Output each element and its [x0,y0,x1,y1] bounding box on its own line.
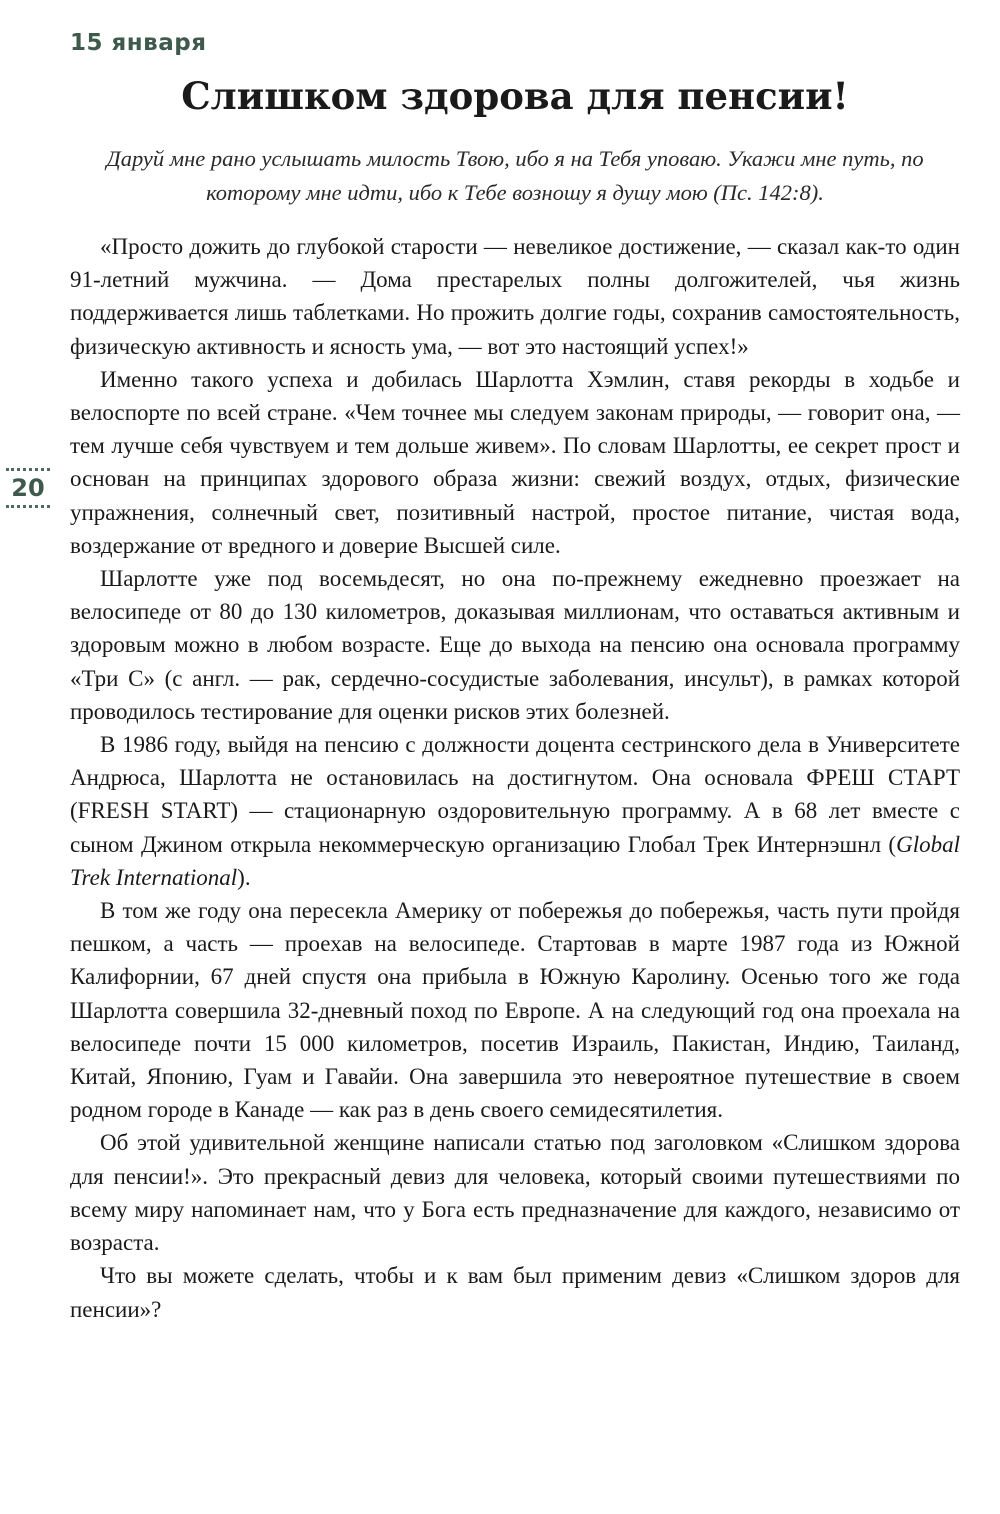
page-rule-bottom [6,505,50,508]
paragraph: Шарлотте уже под восемьдесят, но она по-прежнему ежедневно проезжает на велосипеде от 80 до 130 километров, доказывая миллионам, что оставаться активным и здоровым можно в любом возрасте. Еще до выхода на пенсию она основала программу «Три С» (с англ. — рак, сердечно-сосудистые заболевания, инсульт), в рамках которой проводилось тестирование для оценки рисков этих болезней. [70,566,960,724]
page-number-marker [4,468,52,508]
paragraph-end: ). [237,864,251,890]
page-date: 15 января [70,30,207,56]
paragraph: Что вы можете сделать, чтобы и к вам был применим девиз «Слишком здоров для пенсии»? [70,1263,960,1322]
paragraph: Об этой удивительной женщине написали статью под заголовком «Слишком здорова для пенсии!». Это прекрасный девиз для человека, который своими путешествиями по всему миру напоминает нам, что у Бога есть предназначение для каждого, независимо от возраста. [70,1130,960,1256]
epigraph-quote: Даруй мне рано услышать милость Твою, ибо я на Тебя уповаю. Укажи мне путь, по которому мне идти, ибо к Тебе возношу я душу мою (Пс. 142:8). [106,146,924,205]
org-name-english: Global Trek International [70,831,960,890]
paragraph [70,728,960,894]
paragraph: Именно такого успеха и добилась Шарлотта Хэмлин, ставя рекорды в ходьбе и велоспорте по всей стране. «Чем точнее мы следуем законам природы, — говорит она, — тем лучше себя чувствуем и тем дольше живем». По словам Шарлотты, ее секрет прост и основан на принципах здорового образа жизни: свежий воздух, отдых, физические упражнения, солнечный свет, позитивный настрой, простое питание, чистая вода, воздержание от вредного и доверие Высшей силе. [70,366,960,558]
paragraph-text: В 1986 году, выйдя на пенсию с должности доцента сестринского дела в Университете Андрюса, Шарлотта не остановилась на достигнутом. Она основала ФРЕШ СТАРТ (FRESH START) — стационарную оздоровительную программу. А в 68 лет вместе с сыном Джином открыла некоммерческую организацию Глобал Трек Интернэшнл ( [70,732,960,857]
article-body [70,230,960,1326]
paragraph: В том же году она пересекла Америку от побережья до побережья, часть пути пройдя пешком, а часть — проехав на велосипеде. Стартовав в марте 1987 года из Южной Калифорнии, 67 дней спустя она прибыла в Южную Каролину. Осенью того же года Шарлотта совершила 32-дневный поход по Европе. А на следующий год она проехала на велосипеде почти 15 000 километров, посетив Израиль, Пакистан, Индию, Таиланд, Китай, Японию, Гуам и Гавайи. Она завершила это невероятное путешествие в своем родном городе в Канаде — как раз в день своего семидесятилетия. [70,898,960,1123]
article-title: Слишком здорова для пенсии! [181,74,849,118]
page-number: 20 [11,474,45,502]
paragraph: «Просто дожить до глубокой старости — невеликое достижение, — сказал как-то один 91-летний мужчина. — Дома престарелых полны долгожителей, чья жизнь поддерживается лишь таблетками. Но прожить долгие годы, сохранив самостоятельность, физическую активность и ясность ума, — вот это настоящий успех!» [70,234,960,359]
